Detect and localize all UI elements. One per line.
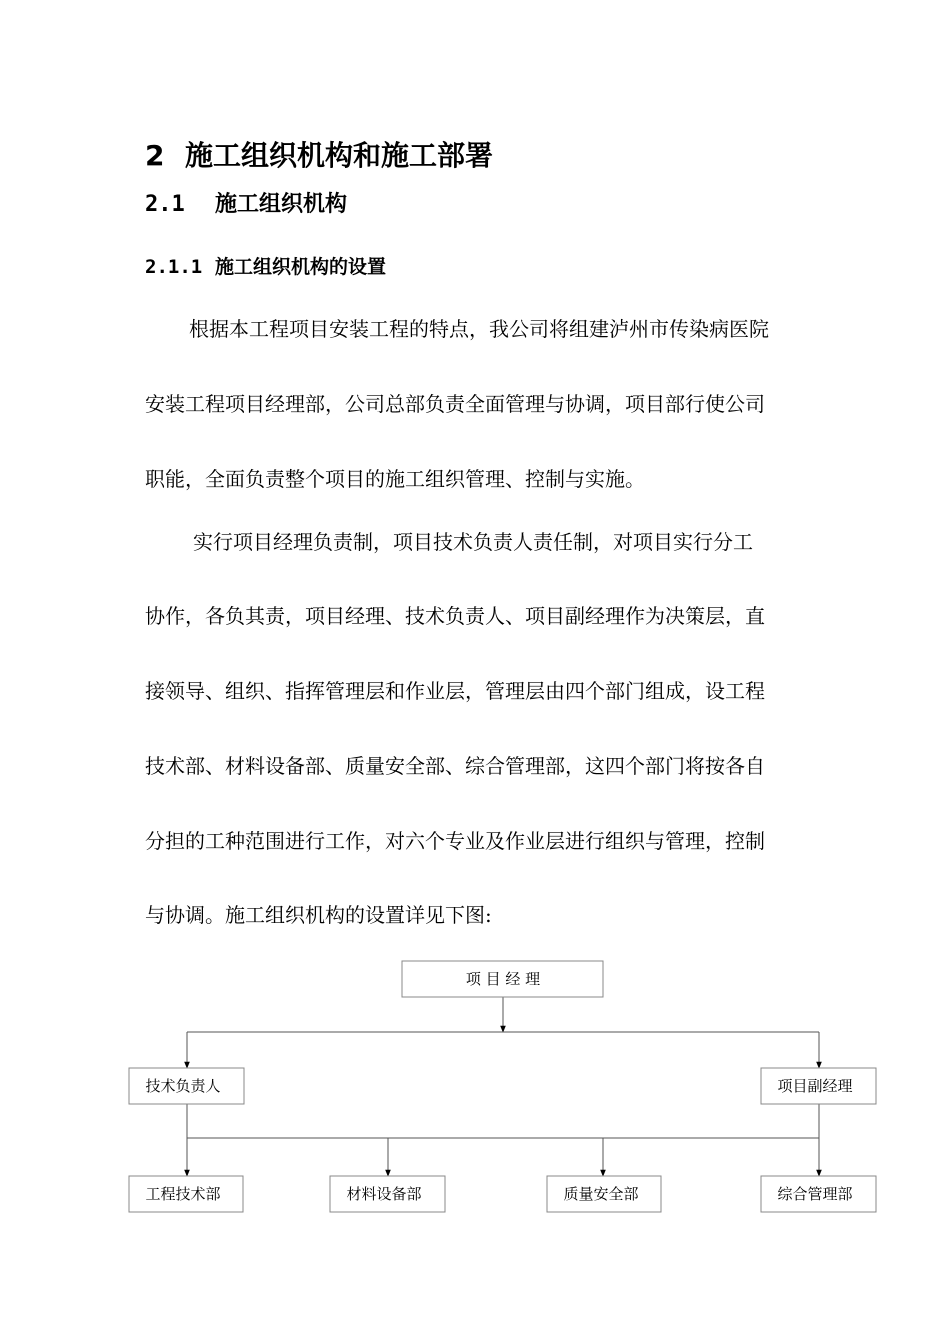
paragraph-line: 接领导、组织、指挥管理层和作业层，管理层由四个部门组成，设工程	[145, 679, 765, 703]
heading-2-text: 施工组织机构	[215, 192, 348, 217]
heading-1-text: 施工组织机构和施工部署	[185, 139, 494, 172]
label-deputy-manager: 项目副经理	[777, 1077, 853, 1095]
heading-2-number: 2.1	[145, 192, 185, 217]
label-tech-lead: 技术负责人	[145, 1077, 221, 1095]
label-dept-materials: 材料设备部	[346, 1185, 422, 1203]
paragraph-line: 与协调。施工组织机构的设置详见下图:	[145, 903, 492, 927]
label-dept-admin: 综合管理部	[777, 1185, 853, 1203]
paragraph-line: 安装工程项目经理部，公司总部负责全面管理与协调，项目部行使公司	[145, 392, 765, 416]
paragraph-line: 分担的工种范围进行工作，对六个专业及作业层进行组织与管理，控制	[145, 829, 765, 853]
paragraph-line: 技术部、材料设备部、质量安全部、综合管理部，这四个部门将按各自	[145, 754, 765, 778]
label-dept-engineering: 工程技术部	[145, 1185, 221, 1203]
heading-1-number: 2	[145, 139, 165, 172]
heading-3-number: 2.1.1	[145, 256, 203, 278]
heading-3-text: 施工组织机构的设置	[215, 256, 387, 278]
paragraph-line: 职能，全面负责整个项目的施工组织管理、控制与实施。	[145, 467, 645, 491]
label-dept-quality: 质量安全部	[563, 1185, 639, 1203]
label-project-manager: 项 目 经 理	[465, 970, 541, 988]
paragraph-line: 实行项目经理负责制，项目技术负责人责任制，对项目实行分工	[193, 530, 753, 554]
paragraph-line: 根据本工程项目安装工程的特点，我公司将组建泸州市传染病医院	[189, 317, 769, 341]
paragraph-line: 协作，各负其责，项目经理、技术负责人、项目副经理作为决策层，直	[145, 604, 765, 628]
